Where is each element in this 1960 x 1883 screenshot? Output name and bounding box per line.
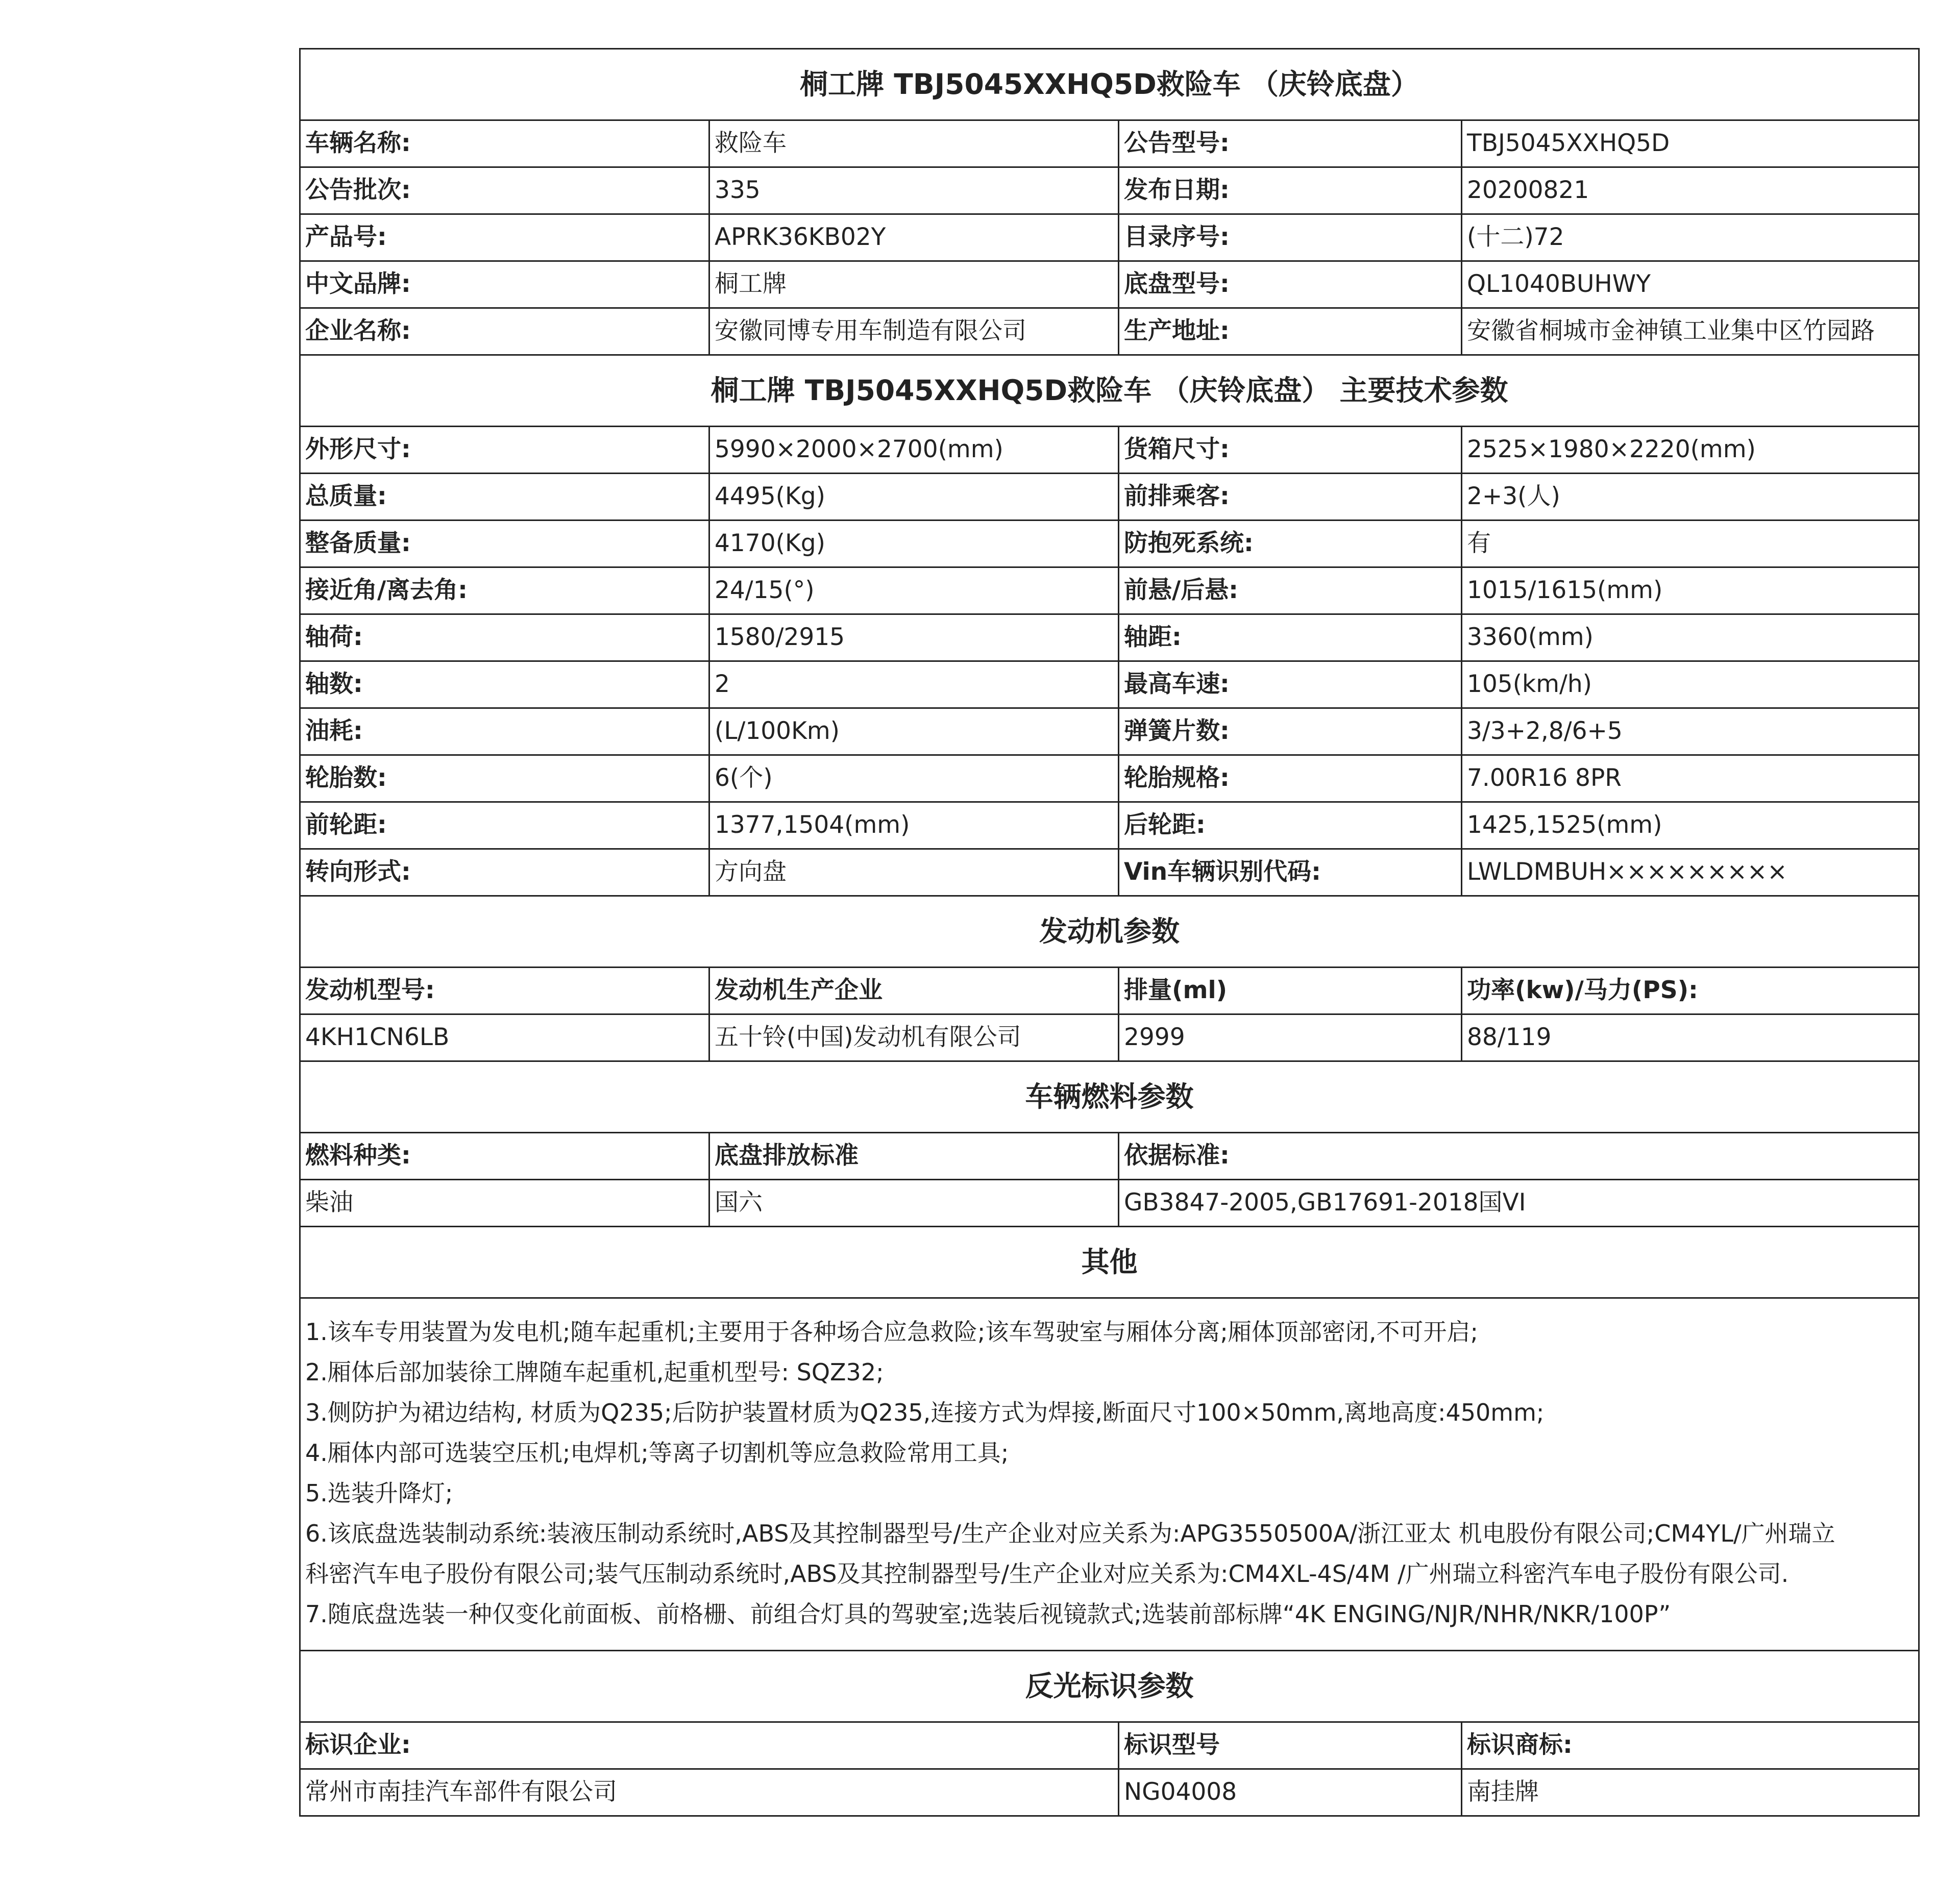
note-line: 科密汽车电子股份有限公司;装气压制动系统时,ABS及其控制器型号/生产企业对应关系为:CM4XL-4S/4M /广州瑞立科密汽车电子股份有限公司. xyxy=(305,1560,1789,1588)
engine-header-row xyxy=(300,968,1919,1014)
spec-row xyxy=(300,802,1919,849)
spec-value: 2 xyxy=(709,661,1119,708)
spec-row xyxy=(300,614,1919,661)
spec-row xyxy=(300,261,1919,308)
spec-label: 总质量: xyxy=(300,474,709,521)
spec-value: 1580/2915 xyxy=(709,614,1119,661)
table-cell: 柴油 xyxy=(300,1180,709,1227)
spec-label: 前悬/后悬: xyxy=(1119,567,1462,614)
spec-label: 公告批次: xyxy=(300,167,709,214)
spec-row xyxy=(300,214,1919,261)
spec-label: 产品号: xyxy=(300,214,709,261)
spec-row xyxy=(300,567,1919,614)
spec-value: 24/15(°) xyxy=(709,567,1119,614)
spec-value: 4495(Kg) xyxy=(709,474,1119,521)
table-cell: NG04008 xyxy=(1119,1769,1462,1816)
spec-value: 有 xyxy=(1462,521,1919,567)
spec-label: 油耗: xyxy=(300,708,709,755)
spec-value: 7.00R16 8PR xyxy=(1462,755,1919,802)
column-header: 排量(ml) xyxy=(1119,968,1462,1014)
column-header: 标识商标: xyxy=(1462,1722,1919,1769)
spec-label: 底盘型号: xyxy=(1119,261,1462,308)
spec-value: 20200821 xyxy=(1462,167,1919,214)
spec-row xyxy=(300,521,1919,567)
section-title-fuel: 车辆燃料参数 xyxy=(300,1061,1919,1133)
spec-value: 1377,1504(mm) xyxy=(709,802,1119,849)
spec-row xyxy=(300,474,1919,521)
spec-value: 4170(Kg) xyxy=(709,521,1119,567)
spec-value: 3/3+2,8/6+5 xyxy=(1462,708,1919,755)
spec-value: 3360(mm) xyxy=(1462,614,1919,661)
spec-value: 方向盘 xyxy=(709,849,1119,896)
spec-label: 轴距: xyxy=(1119,614,1462,661)
column-header: 底盘排放标准 xyxy=(709,1133,1119,1180)
section-title-other: 其他 xyxy=(300,1227,1919,1298)
table-cell: 4KH1CN6LB xyxy=(300,1014,709,1061)
notes-block xyxy=(300,1298,1919,1651)
vehicle-spec-table xyxy=(299,48,1920,1817)
table-cell: GB3847-2005,GB17691-2018国VI xyxy=(1119,1180,1919,1227)
spec-label: 轮胎数: xyxy=(300,755,709,802)
spec-value: 桐工牌 xyxy=(709,261,1119,308)
spec-value: 1425,1525(mm) xyxy=(1462,802,1919,849)
spec-value: 1015/1615(mm) xyxy=(1462,567,1919,614)
spec-value: 2+3(人) xyxy=(1462,474,1919,521)
spec-row xyxy=(300,849,1919,896)
spec-label: 整备质量: xyxy=(300,521,709,567)
spec-value: 105(km/h) xyxy=(1462,661,1919,708)
spec-value: 安徽同博专用车制造有限公司 xyxy=(709,308,1119,355)
spec-value: APRK36KB02Y xyxy=(709,214,1119,261)
table-cell: 南挂牌 xyxy=(1462,1769,1919,1816)
spec-label: 车辆名称: xyxy=(300,120,709,167)
spec-value: TBJ5045XXHQ5D xyxy=(1462,120,1919,167)
column-header: 标识企业: xyxy=(300,1722,1119,1769)
spec-label: 企业名称: xyxy=(300,308,709,355)
spec-value: 6(个) xyxy=(709,755,1119,802)
note-line: 1.该车专用装置为发电机;随车起重机;主要用于各种场合应急救险;该车驾驶室与厢体分离;厢体顶部密闭,不可开启; xyxy=(305,1318,1479,1346)
page-title: 桐工牌 TBJ5045XXHQ5D救险车 （庆铃底盘） xyxy=(300,49,1919,120)
spec-value: LWLDMBUH××××××××× xyxy=(1462,849,1919,896)
section-title-tech: 桐工牌 TBJ5045XXHQ5D救险车 （庆铃底盘） 主要技术参数 xyxy=(300,355,1919,427)
table-cell: 国六 xyxy=(709,1180,1119,1227)
spec-value: 安徽省桐城市金神镇工业集中区竹园路 xyxy=(1462,308,1919,355)
spec-label: 公告型号: xyxy=(1119,120,1462,167)
section-title-reflective: 反光标识参数 xyxy=(300,1651,1919,1722)
spec-value: 5990×2000×2700(mm) xyxy=(709,427,1119,474)
spec-label: 最高车速: xyxy=(1119,661,1462,708)
spec-label: 轮胎规格: xyxy=(1119,755,1462,802)
note-line: 4.厢体内部可选装空压机;电焊机;等离子切割机等应急救险常用工具; xyxy=(305,1439,1009,1467)
notes-row xyxy=(300,1298,1919,1651)
table-cell: 2999 xyxy=(1119,1014,1462,1061)
spec-label: 后轮距: xyxy=(1119,802,1462,849)
note-line: 3.侧防护为裙边结构, 材质为Q235;后防护装置材质为Q235,连接方式为焊接,断面尺寸100×50mm,离地高度:450mm; xyxy=(305,1399,1545,1426)
spec-row xyxy=(300,427,1919,474)
spec-label: 中文品牌: xyxy=(300,261,709,308)
spec-label: 货箱尺寸: xyxy=(1119,427,1462,474)
spec-label: 接近角/离去角: xyxy=(300,567,709,614)
table-cell: 88/119 xyxy=(1462,1014,1919,1061)
spec-value: 2525×1980×2220(mm) xyxy=(1462,427,1919,474)
spec-value: (L/100Km) xyxy=(709,708,1119,755)
spec-label: 生产地址: xyxy=(1119,308,1462,355)
spec-row xyxy=(300,708,1919,755)
spec-row xyxy=(300,755,1919,802)
spec-label: Vin车辆识别代码: xyxy=(1119,849,1462,896)
spec-row xyxy=(300,308,1919,355)
section-title-engine: 发动机参数 xyxy=(300,896,1919,968)
column-header: 标识型号 xyxy=(1119,1722,1462,1769)
spec-label: 前轮距: xyxy=(300,802,709,849)
spec-label: 外形尺寸: xyxy=(300,427,709,474)
spec-label: 目录序号: xyxy=(1119,214,1462,261)
fuel-value-row xyxy=(300,1180,1919,1227)
spec-value: (十二)72 xyxy=(1462,214,1919,261)
table-cell: 五十铃(中国)发动机有限公司 xyxy=(709,1014,1119,1061)
engine-value-row xyxy=(300,1014,1919,1061)
spec-label: 前排乘客: xyxy=(1119,474,1462,521)
spec-label: 轴荷: xyxy=(300,614,709,661)
note-line: 7.随底盘选装一种仅变化前面板、前格栅、前组合灯具的驾驶室;选装后视镜款式;选装前部标牌“4K ENGING/NJR/NHR/NKR/100P” xyxy=(305,1600,1671,1628)
spec-row xyxy=(300,120,1919,167)
spec-row xyxy=(300,167,1919,214)
spec-label: 弹簧片数: xyxy=(1119,708,1462,755)
note-line: 5.选装升降灯; xyxy=(305,1479,453,1507)
spec-row xyxy=(300,661,1919,708)
spec-value: 救险车 xyxy=(709,120,1119,167)
spec-value: QL1040BUHWY xyxy=(1462,261,1919,308)
reflective-value-row xyxy=(300,1769,1919,1816)
spec-value: 335 xyxy=(709,167,1119,214)
spec-label: 轴数: xyxy=(300,661,709,708)
column-header: 燃料种类: xyxy=(300,1133,709,1180)
spec-label: 发布日期: xyxy=(1119,167,1462,214)
note-line: 2.厢体后部加装徐工牌随车起重机,起重机型号: SQZ32; xyxy=(305,1358,884,1386)
column-header: 发动机生产企业 xyxy=(709,968,1119,1014)
column-header: 发动机型号: xyxy=(300,968,709,1014)
table-cell: 常州市南挂汽车部件有限公司 xyxy=(300,1769,1119,1816)
spec-label: 转向形式: xyxy=(300,849,709,896)
column-header: 功率(kw)/马力(PS): xyxy=(1462,968,1919,1014)
fuel-header-row xyxy=(300,1133,1919,1180)
spec-label: 防抱死系统: xyxy=(1119,521,1462,567)
column-header: 依据标准: xyxy=(1119,1133,1919,1180)
reflective-header-row xyxy=(300,1722,1919,1769)
note-line: 6.该底盘选装制动系统:装液压制动系统时,ABS及其控制器型号/生产企业对应关系为:APG3550500A/浙江亚太 机电股份有限公司;CM4YL/广州瑞立 xyxy=(305,1520,1835,1547)
